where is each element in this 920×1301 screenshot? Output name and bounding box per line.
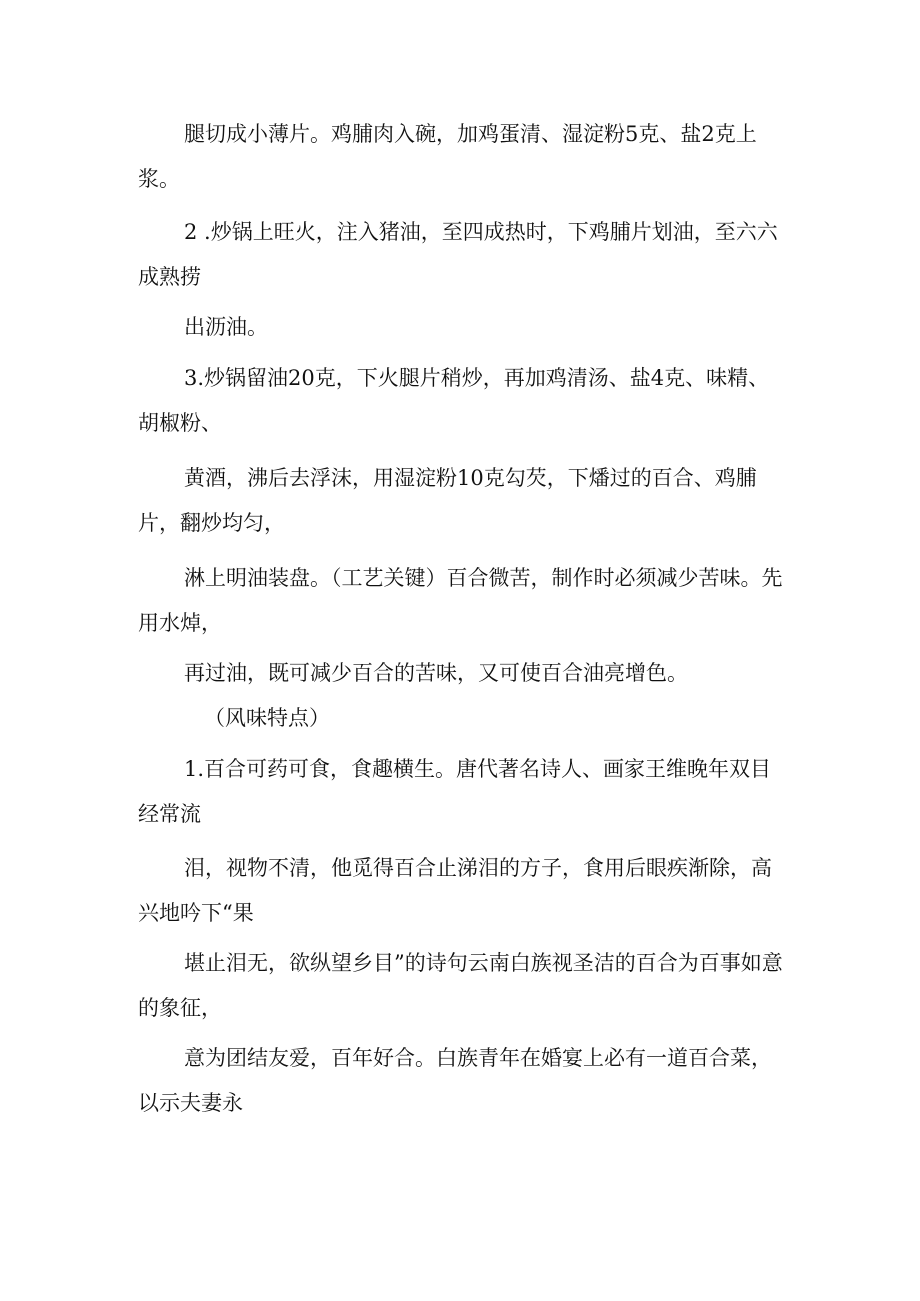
paragraph-rice-wine: 黄酒，沸后去浮沫，用湿淀粉10克勾芡，下燔过的百合、鸡脯片，翻炒均匀， xyxy=(138,466,757,535)
paragraph-drain-oil: 出沥油。 xyxy=(184,315,268,339)
section-heading-flavor: （风味特点） xyxy=(204,706,330,730)
paragraph-tears: 泪，视物不清，他觅得百合止涕泪的方子，食用后眼疾渐除，高兴地吟下“果 xyxy=(138,856,772,925)
paragraph-step-3: 3.炒锅留油20克，下火腿片稍炒，再加鸡清汤、盐4克、味精、胡椒粉、 xyxy=(138,366,770,435)
paragraph-oil-again: 再过油，既可减少百合的苦味，又可使百合油亮增色。 xyxy=(184,661,688,685)
paragraph-ham-slicing: 腿切成小薄片。鸡脯肉入碗，加鸡蛋清、湿淀粉5克、盐2克上浆。 xyxy=(138,122,757,191)
paragraph-flavor-1: 1.百合可药可食，食趣横生。唐代著名诗人、画家王维晚年双目经常流 xyxy=(138,757,772,826)
paragraph-bai-wedding: 意为团结友爱，百年好合。白族青年在婚宴上必有一道百合菜，以示夫妻永 xyxy=(138,1046,772,1115)
paragraph-process-key: 淋上明油装盘。（工艺关键）百合微苦，制作时必须减少苦味。先用水焯， xyxy=(138,566,783,635)
paragraph-step-2: 2 .炒锅上旺火，注入猪油，至四成热时，下鸡脯片划油，至六六成熟捞 xyxy=(138,220,778,289)
paragraph-poem: 堪止泪无，欲纵望乡目”的诗句云南白族视圣洁的百合为百事如意的象征， xyxy=(138,951,783,1020)
